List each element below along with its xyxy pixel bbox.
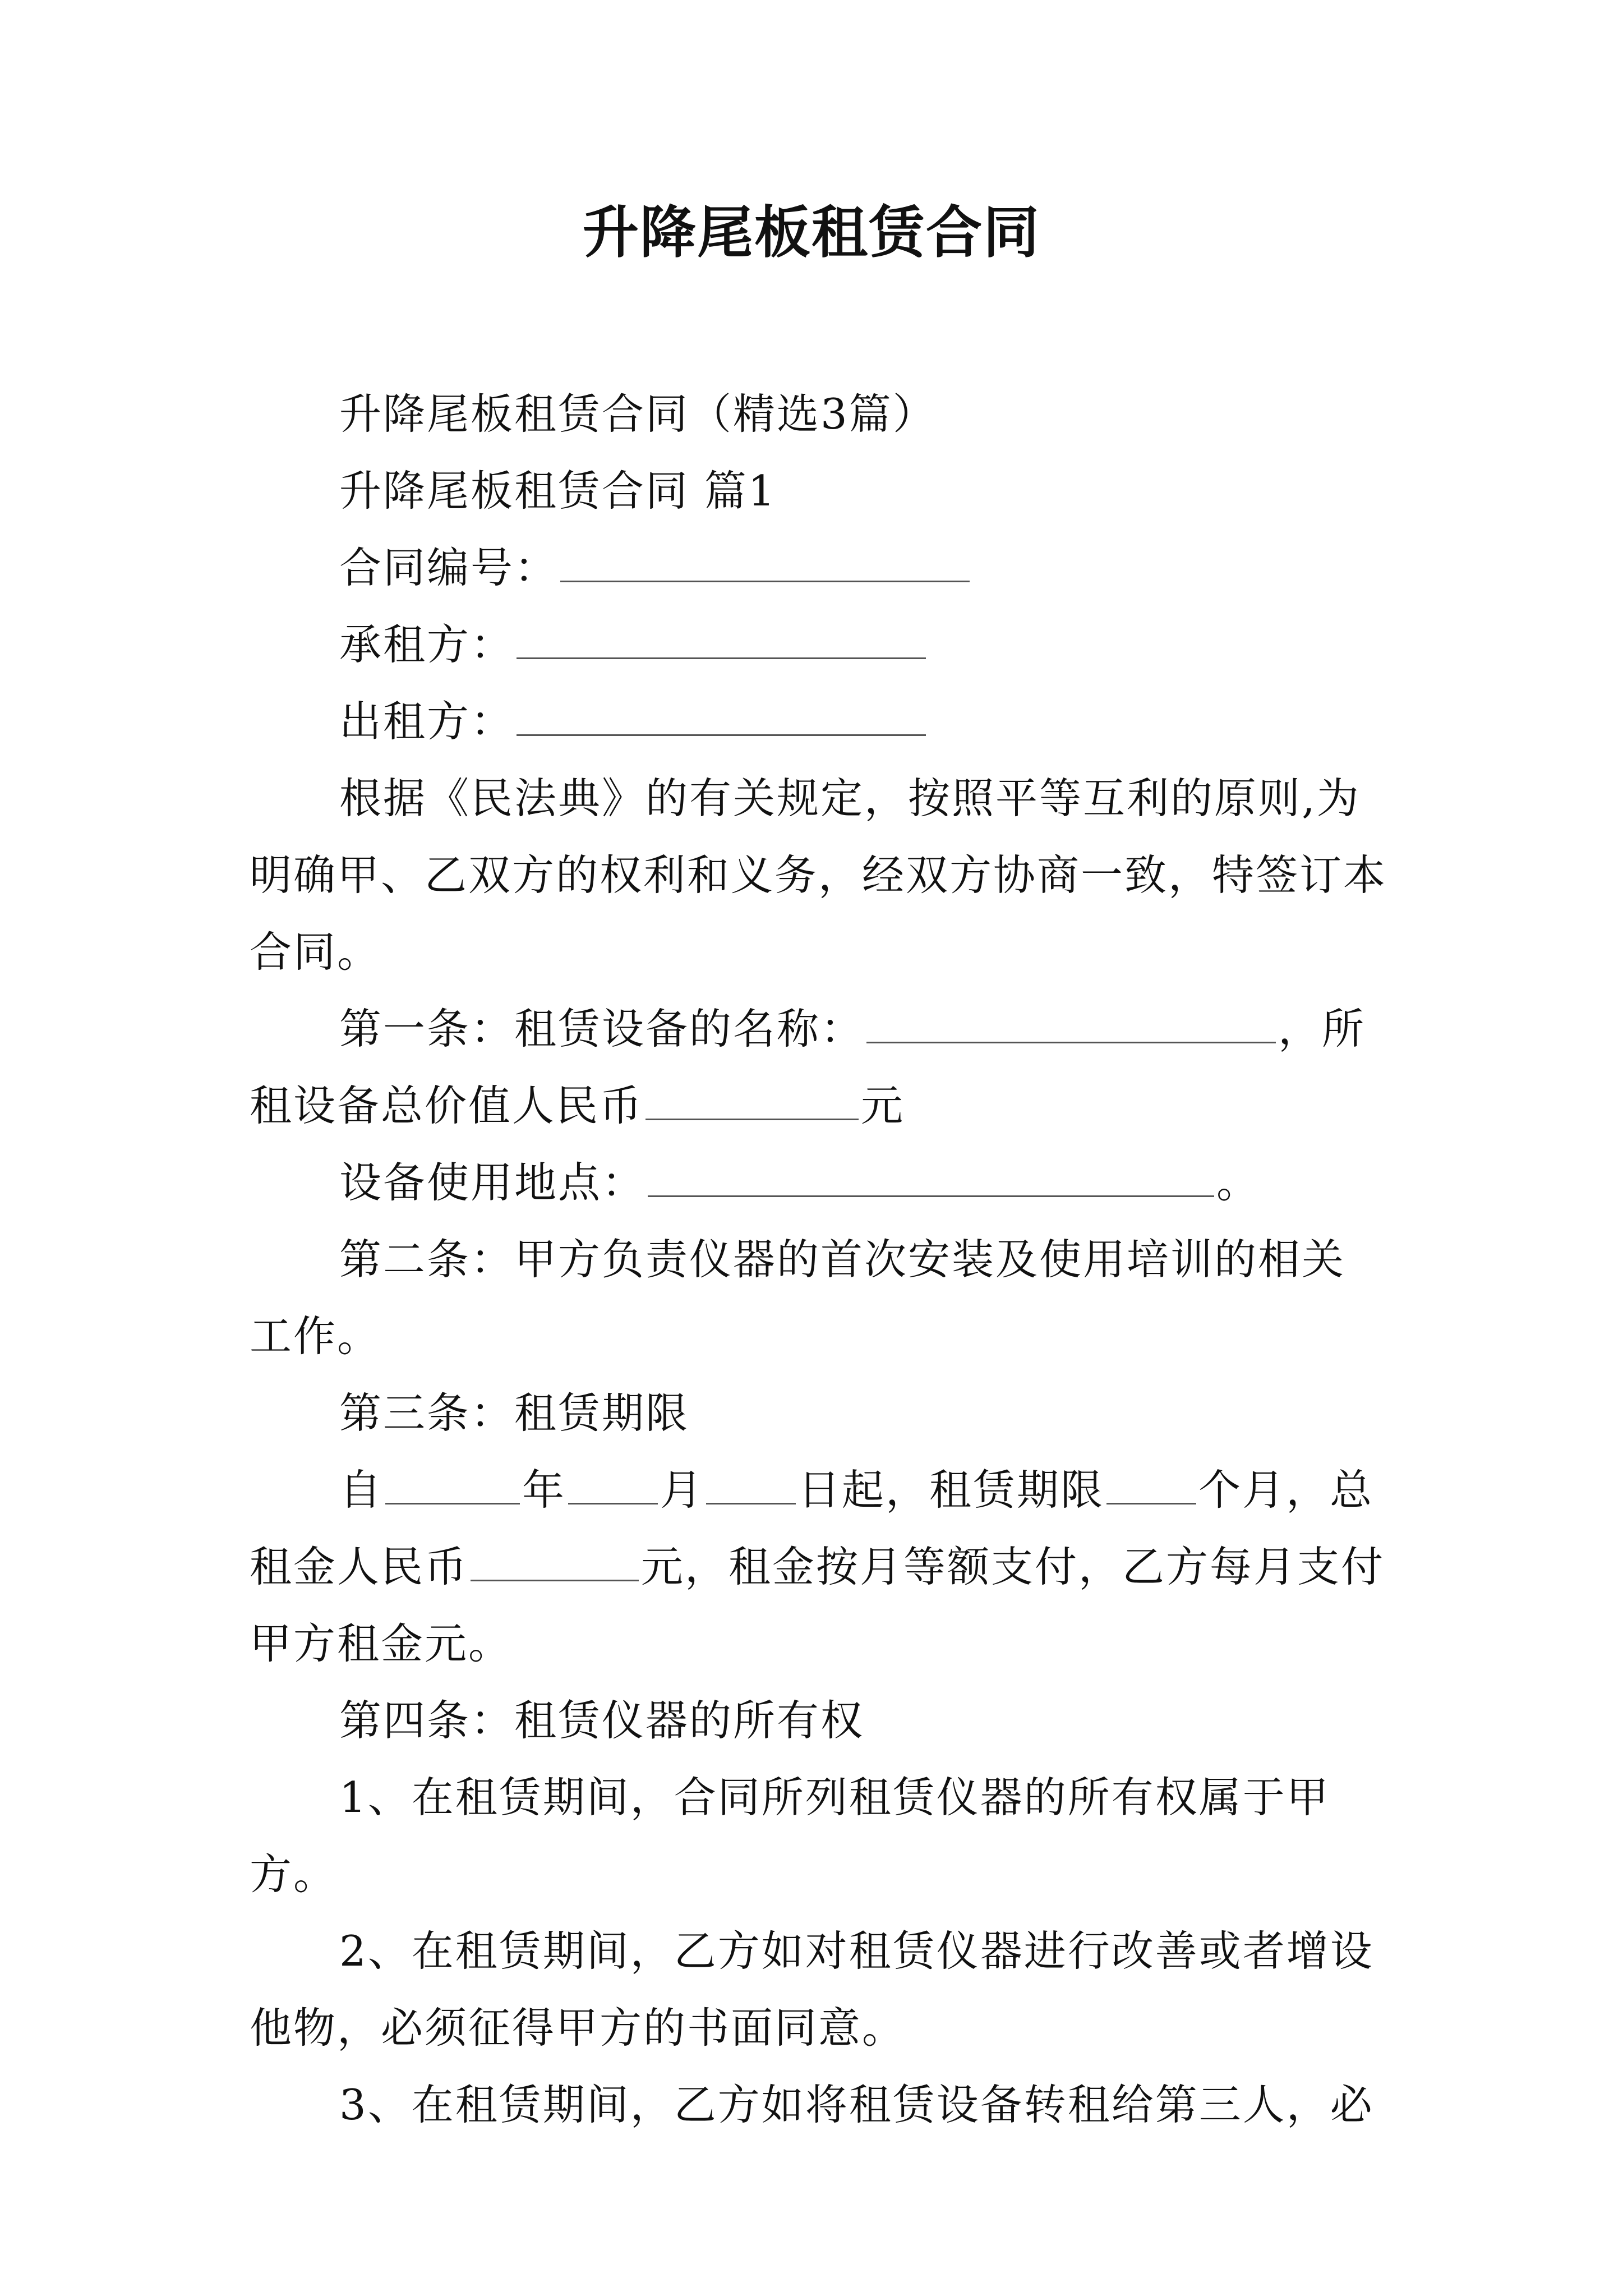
article-2-paragraph: 第二条：甲方负责仪器的首次安装及使用培训的相关工作。 <box>250 1235 1346 1361</box>
term-text-a: 自 <box>339 1465 384 1515</box>
ownership-item-1: 1、在租赁期间，合同所列租赁仪器的所有权属于甲方。 <box>250 1773 1330 1899</box>
lease-term-paragraph <box>250 1452 1388 1682</box>
article-4-heading: 第四条：租赁仪器的所有权 <box>339 1696 865 1745</box>
term-text-b: 年 <box>522 1465 566 1515</box>
document-body <box>250 376 1388 2143</box>
ownership-item-3: 3、在租赁期间，乙方如将租赁设备转租给第三人，必 <box>339 2080 1374 2129</box>
equipment-name-blank[interactable] <box>866 1007 1276 1043</box>
article-1-text-a: 第一条：租赁设备的名称： <box>339 1004 865 1053</box>
document-title: 升降尾板租赁合同 <box>583 200 1040 265</box>
lessee-line <box>250 606 1388 683</box>
article-1-text-c: 元 <box>861 1081 905 1130</box>
lessee-blank[interactable] <box>517 623 926 659</box>
usage-place-label: 设备使用地点： <box>339 1158 646 1207</box>
contract-number-blank[interactable] <box>560 546 970 582</box>
lease-period-blank[interactable] <box>1106 1468 1196 1504</box>
lessor-blank[interactable] <box>517 700 926 736</box>
article-1-text-b: ，所租设备总价值人民币 <box>250 1004 1366 1130</box>
lessor-line <box>250 683 1388 760</box>
term-text-c: 月 <box>660 1465 704 1515</box>
total-rent-blank[interactable] <box>471 1545 639 1581</box>
term-text-d: 日起，租赁期限 <box>798 1465 1105 1515</box>
lessee-label: 承租方： <box>339 620 515 669</box>
article-3-heading: 第三条：租赁期限 <box>339 1388 690 1438</box>
start-month-blank[interactable] <box>568 1468 658 1504</box>
ownership-item-2: 2、在租赁期间，乙方如对租赁仪器进行改善或者增设他物，必须征得甲方的书面同意。 <box>250 1926 1374 2053</box>
subtitle: 升降尾板租赁合同（精选3篇） <box>339 389 937 439</box>
usage-place-end: 。 <box>1216 1158 1261 1207</box>
term-text-e: 个月，总租金人民币 <box>250 1465 1374 1591</box>
preamble-paragraph: 根据《民法典》的有关规定，按照平等互利的原则,为明确甲、乙双方的权利和义务，经双方协商一致，特签订本合同。 <box>250 774 1387 977</box>
usage-place-blank[interactable] <box>648 1161 1214 1197</box>
equipment-value-blank[interactable] <box>645 1084 859 1120</box>
article-1-paragraph <box>250 991 1388 1144</box>
part-heading: 升降尾板租赁合同 篇1 <box>339 466 777 516</box>
usage-place-line <box>250 1144 1388 1221</box>
start-year-blank[interactable] <box>385 1468 520 1504</box>
term-text-f: 元，租金按月等额支付，乙方每月支付甲方租金元。 <box>250 1542 1385 1668</box>
lessor-label: 出租方： <box>339 697 515 746</box>
contract-number-line <box>250 530 1388 606</box>
start-day-blank[interactable] <box>706 1468 796 1504</box>
contract-number-label: 合同编号： <box>339 543 559 592</box>
